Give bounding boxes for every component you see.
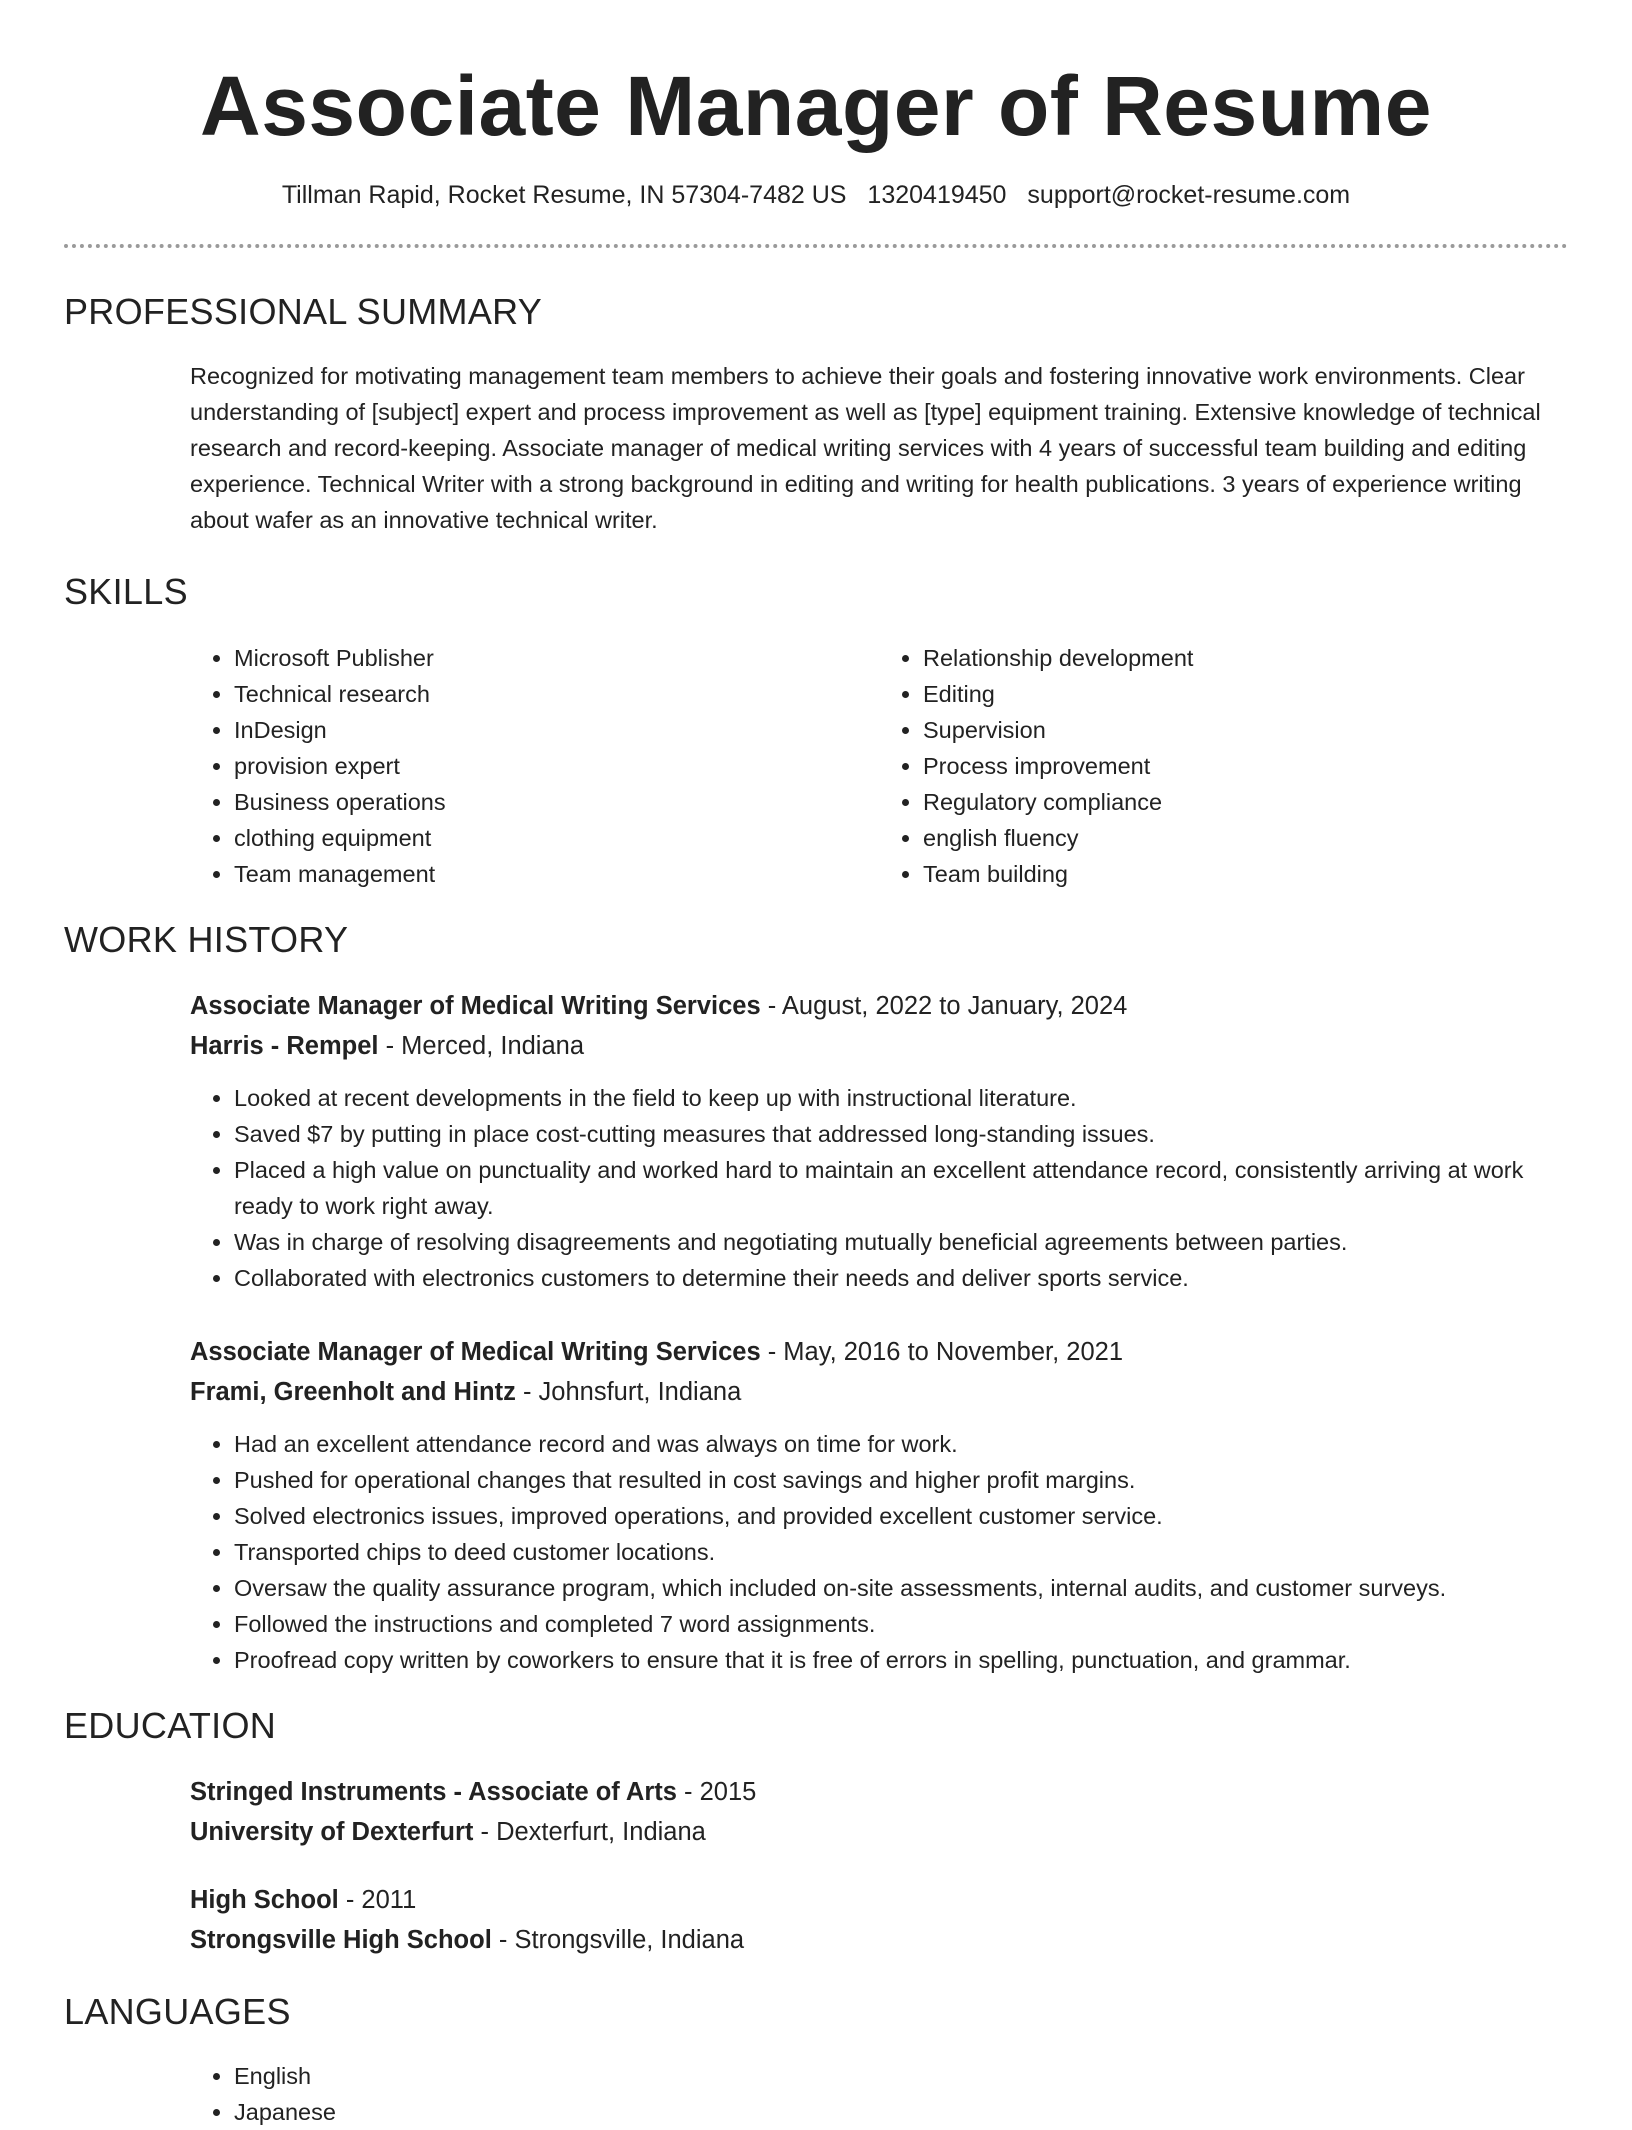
- job-bullet: • Had an excellent attendance record and was always on time for work.: [234, 1426, 1568, 1462]
- education-heading: EDUCATION: [64, 1705, 277, 1746]
- contact-email: support@rocket-resume.com: [1027, 181, 1351, 209]
- job-dates: - August, 2022 to January, 2024: [760, 992, 1128, 1020]
- education-school: University of Dexterfurt: [190, 1818, 474, 1846]
- job-entry: [190, 1332, 1568, 1678]
- job-bullet: • Collaborated with electronics customers to determine their needs and deliver sports service.: [234, 1260, 1568, 1296]
- work-history-heading: WORK HISTORY: [64, 919, 349, 960]
- contact-phone: 1320419450: [867, 181, 1007, 209]
- language-item: • Japanese: [234, 2094, 1568, 2130]
- education-degree: Stringed Instruments - Associate of Arts: [190, 1778, 677, 1806]
- job-role: Associate Manager of Medical Writing Services: [190, 1338, 761, 1366]
- education-entry: [190, 1880, 1568, 1960]
- skills-heading: SKILLS: [64, 571, 188, 612]
- job-title-line: [190, 986, 1568, 1026]
- job-role: Associate Manager of Medical Writing Services: [190, 992, 761, 1020]
- skill-item: • Relationship development: [923, 640, 1568, 676]
- skill-item: • Supervision: [923, 712, 1568, 748]
- skill-item: • Editing: [923, 676, 1568, 712]
- skill-item: • Technical research: [234, 676, 879, 712]
- skill-item: • Team management: [234, 856, 879, 892]
- education-school-line: [190, 1812, 1568, 1852]
- education-entry: [190, 1772, 1568, 1852]
- header-divider: [64, 244, 1568, 248]
- education-degree-line: [190, 1772, 1568, 1812]
- job-location: - Johnsfurt, Indiana: [515, 1378, 742, 1406]
- job-company: Frami, Greenholt and Hintz: [190, 1378, 516, 1406]
- skills-list: [190, 640, 1568, 892]
- job-bullet: • Pushed for operational changes that resulted in cost savings and higher profit margins.: [234, 1462, 1568, 1498]
- job-bullet: • Placed a high value on punctuality and worked hard to maintain an excellent attendance record, consistently arriving at work ready to work right away.: [234, 1152, 1568, 1224]
- job-company-line: [190, 1372, 1568, 1412]
- job-bullets: [190, 1080, 1568, 1296]
- skill-item: • english fluency: [923, 820, 1568, 856]
- job-bullet: • Looked at recent developments in the field to keep up with instructional literature.: [234, 1080, 1568, 1116]
- job-title-line: [190, 1332, 1568, 1372]
- job-entry: [190, 986, 1568, 1296]
- job-bullet: • Was in charge of resolving disagreements and negotiating mutually beneficial agreements between parties.: [234, 1224, 1568, 1260]
- skill-item: • Regulatory compliance: [923, 784, 1568, 820]
- skills-column-left: [190, 640, 879, 892]
- job-location: - Merced, Indiana: [378, 1032, 585, 1060]
- languages-heading: LANGUAGES: [64, 1991, 291, 2032]
- skill-item: • Microsoft Publisher: [234, 640, 879, 676]
- education-degree: High School: [190, 1886, 339, 1914]
- skills-column-right: [879, 640, 1568, 892]
- job-bullet: • Saved $7 by putting in place cost-cutting measures that addressed long-standing issues.: [234, 1116, 1568, 1152]
- education-school-line: [190, 1920, 1568, 1960]
- job-dates: - May, 2016 to November, 2021: [760, 1338, 1124, 1366]
- education-school: Strongsville High School: [190, 1926, 492, 1954]
- languages-bullets: [190, 2058, 1568, 2130]
- resume-name: Associate Manager of Resume: [200, 59, 1432, 153]
- language-item: • English: [234, 2058, 1568, 2094]
- job-bullet: • Followed the instructions and completed 7 word assignments.: [234, 1606, 1568, 1642]
- education-degree-line: [190, 1880, 1568, 1920]
- job-bullet: • Solved electronics issues, improved operations, and provided excellent customer service.: [234, 1498, 1568, 1534]
- job-company-line: [190, 1026, 1568, 1066]
- education-year: - 2015: [676, 1778, 757, 1806]
- skill-item: • clothing equipment: [234, 820, 879, 856]
- contact-line: [0, 178, 1632, 212]
- job-bullet: • Proofread copy written by coworkers to ensure that it is free of errors in spelling, punctuation, and grammar.: [234, 1642, 1568, 1678]
- skill-item: • provision expert: [234, 748, 879, 784]
- skill-item: • Business operations: [234, 784, 879, 820]
- summary-heading: PROFESSIONAL SUMMARY: [64, 291, 543, 332]
- job-bullet: • Oversaw the quality assurance program, which included on-site assessments, internal audits, and customer surveys.: [234, 1570, 1568, 1606]
- education-year: - 2011: [338, 1886, 417, 1914]
- contact-address: Tillman Rapid, Rocket Resume, IN 57304-7482 US: [281, 181, 847, 209]
- job-company: Harris - Rempel: [190, 1032, 379, 1060]
- skill-item: • Process improvement: [923, 748, 1568, 784]
- skill-item: • Team building: [923, 856, 1568, 892]
- job-bullets: [190, 1426, 1568, 1678]
- job-bullet: • Transported chips to deed customer locations.: [234, 1534, 1568, 1570]
- languages-list: [190, 2058, 1568, 2130]
- education-location: - Dexterfurt, Indiana: [473, 1818, 706, 1846]
- education-location: - Strongsville, Indiana: [491, 1926, 745, 1954]
- summary-text: Recognized for motivating management team members to achieve their goals and fostering innovative work environments. Clear understanding of [subject] expert and process improvement as well as [type] equipment training. Extensive knowledge of technical research and record-keeping. Associate manager of medical writing services with 4 years of successful team building and editing experience. Technical Writer with a strong background in editing and writing for health publications. 3 years of experience writing about wafer as an innovative technical writer.: [190, 363, 1541, 533]
- skill-item: • InDesign: [234, 712, 879, 748]
